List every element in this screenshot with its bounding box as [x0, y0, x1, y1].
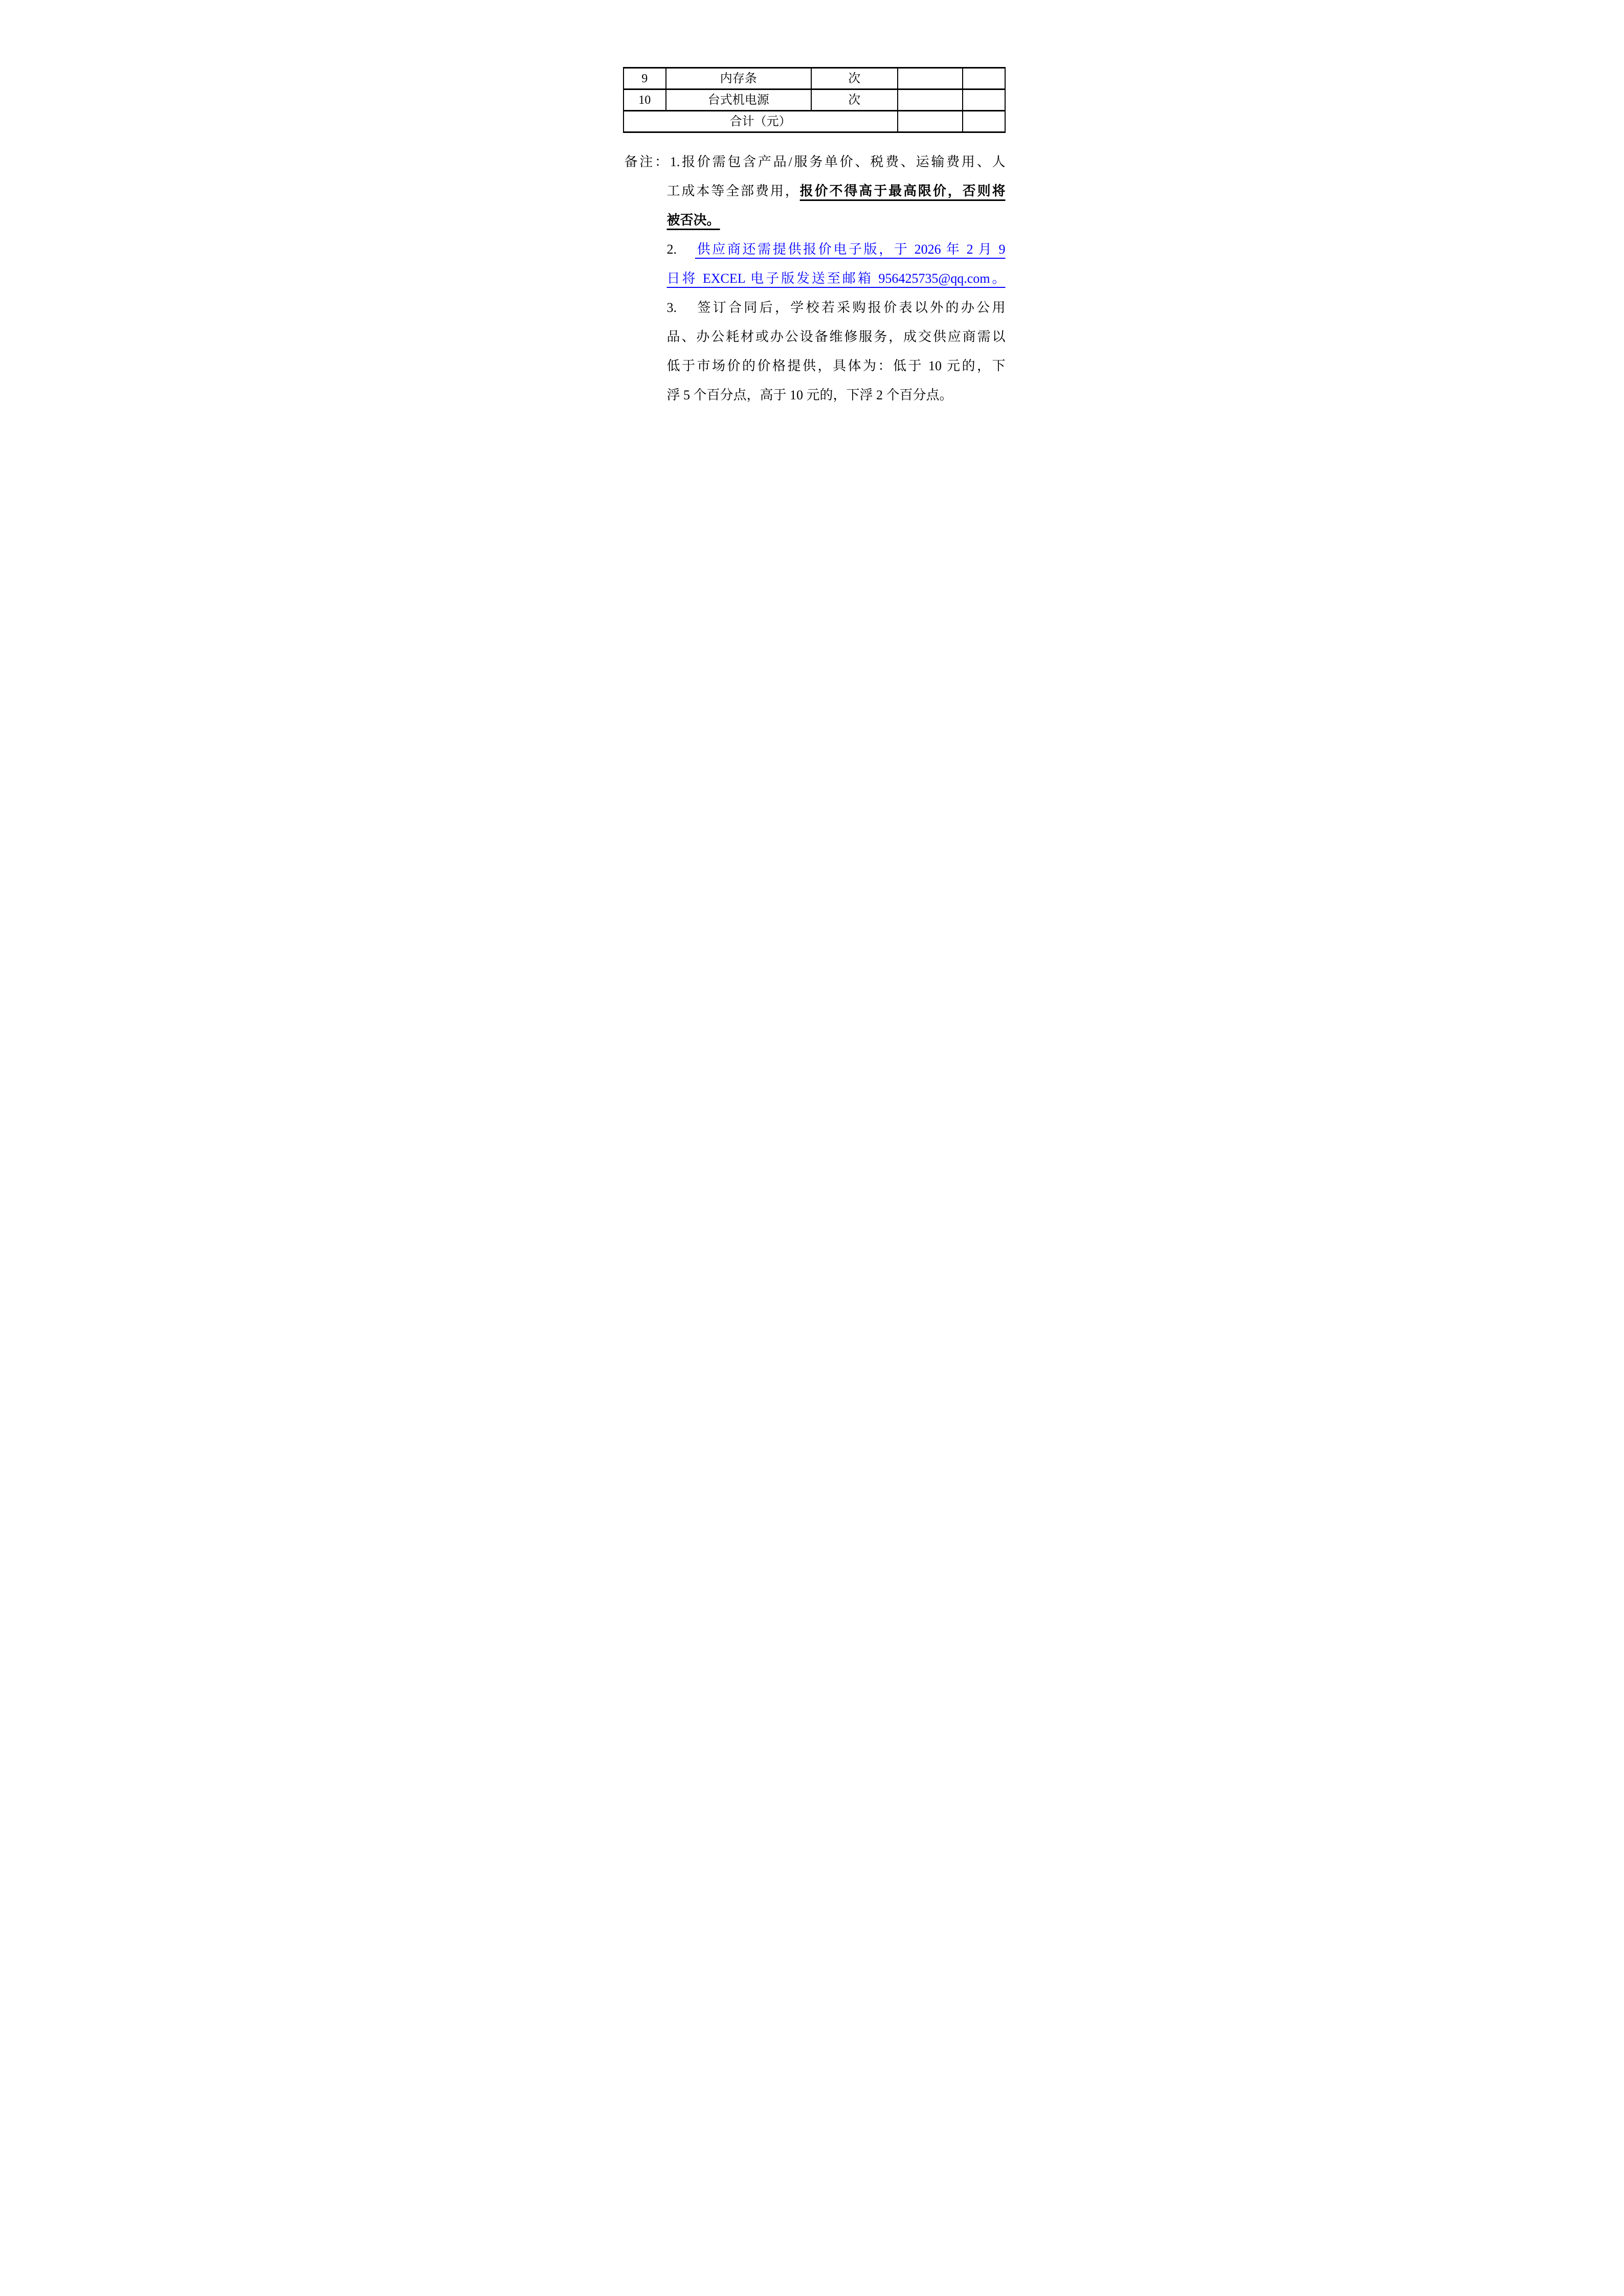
cell-empty-1 — [898, 68, 963, 89]
document-page — [542, 0, 1083, 766]
note1-bold-underline-text: 报价不得高于最高限价，否则将 — [799, 184, 1006, 198]
cell-empty-2 — [963, 89, 1005, 111]
note2-number: 2. — [666, 242, 677, 257]
note-line-6 — [625, 293, 1006, 322]
table-row-total — [624, 111, 1005, 132]
note-line-3 — [625, 206, 1006, 235]
cell-unit: 次 — [811, 89, 898, 111]
cell-total-empty-2 — [963, 111, 1005, 132]
note1-number: 1. — [670, 154, 680, 169]
note1-text-line1: 报价需包含产品/服务单价、税费、运输费用、人 — [680, 154, 1006, 169]
note-line-8 — [625, 351, 1006, 380]
note-line-4 — [625, 235, 1006, 264]
cell-total-empty-1 — [898, 111, 963, 132]
note-line-1 — [625, 147, 1006, 176]
email-link-text-line1[interactable]: 供应商还需提供报价电子版，于 2026 年 2 月 9 — [695, 242, 1006, 257]
note1-text-line2: 工成本等全部费用， — [666, 184, 800, 198]
pricing-table — [623, 67, 1006, 133]
cell-unit: 次 — [811, 68, 898, 89]
note-line-7 — [625, 322, 1006, 351]
note-line-9 — [625, 380, 1006, 410]
note1-bold-underline-end: 被否决。 — [666, 213, 720, 228]
table-row-9 — [624, 68, 1005, 89]
cell-item-name: 台式机电源 — [666, 89, 811, 111]
note-line-2 — [625, 176, 1006, 206]
cell-item-name: 内存条 — [666, 68, 811, 89]
note3-number: 3. — [666, 300, 677, 315]
note3-text-line1: 签订合同后，学校若采购报价表以外的办公用 — [695, 300, 1006, 315]
remarks-label: 备注： — [624, 154, 670, 169]
note3-text-line2: 品、办公耗材或办公设备维修服务，成交供应商需以 — [666, 329, 1006, 344]
email-link-text-line2[interactable]: 日将 EXCEL 电子版发送至邮箱 956425735@qq.com。 — [666, 271, 1006, 286]
table-row-10 — [624, 89, 1005, 111]
note3-text-line4: 浮 5 个百分点，高于 10 元的，下浮 2 个百分点。 — [666, 388, 953, 402]
remarks-section — [625, 147, 1006, 410]
cell-empty-2 — [963, 68, 1005, 89]
note3-text-line3: 低于市场价的价格提供，具体为：低于 10 元的，下 — [666, 358, 1006, 373]
cell-seq: 10 — [624, 89, 666, 111]
cell-total-label: 合计（元） — [624, 111, 898, 132]
cell-seq: 9 — [624, 68, 666, 89]
note-line-5 — [625, 264, 1006, 293]
cell-empty-1 — [898, 89, 963, 111]
